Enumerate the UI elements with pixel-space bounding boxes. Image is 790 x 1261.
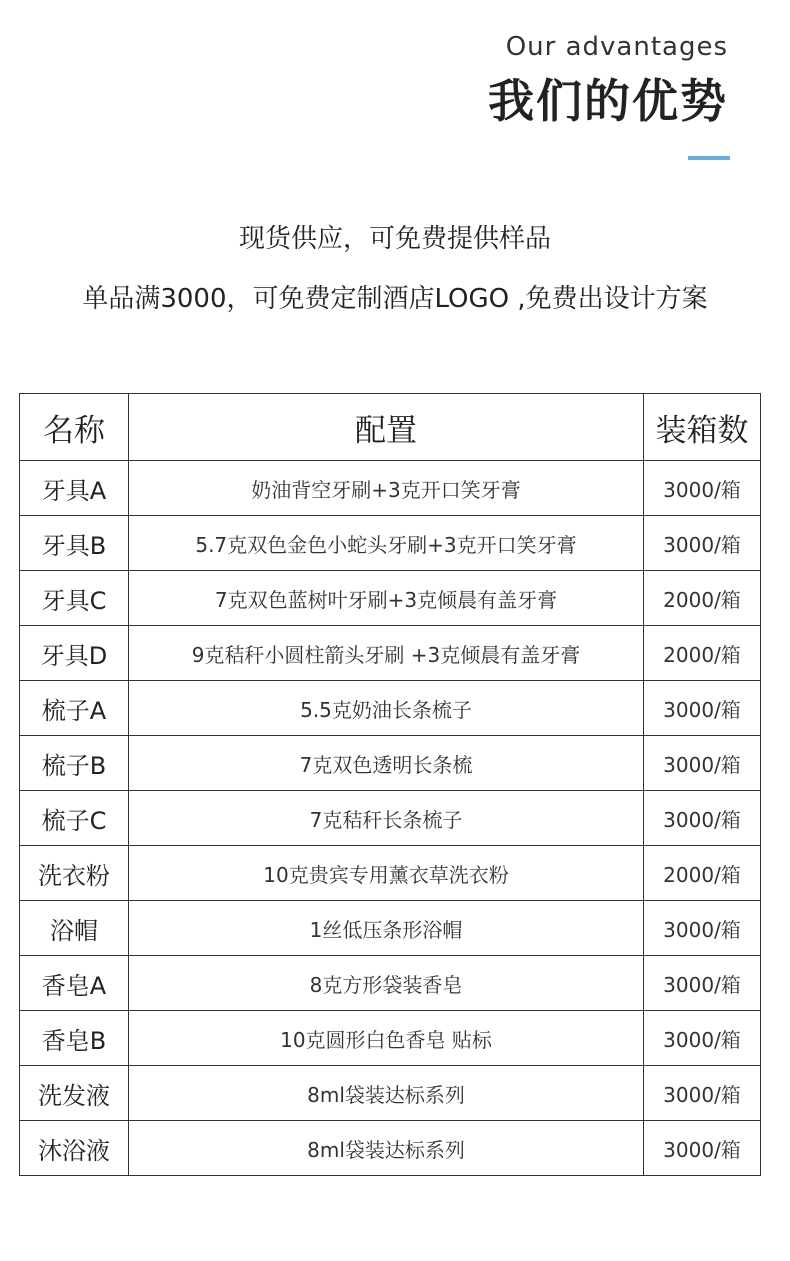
cell-config: 奶油背空牙刷+3克开口笑牙膏 xyxy=(129,461,644,516)
product-spec-table xyxy=(19,393,761,1176)
cell-config: 7克双色透明长条梳 xyxy=(129,736,644,791)
header-config: 配置 xyxy=(129,394,644,461)
table-row xyxy=(20,681,761,736)
cell-qty: 3000/箱 xyxy=(644,1121,761,1176)
title-accent-bar xyxy=(688,156,730,160)
table-row xyxy=(20,571,761,626)
cell-config: 8ml袋装达标系列 xyxy=(129,1121,644,1176)
cell-config: 7克秸秆长条梳子 xyxy=(129,791,644,846)
cell-qty: 3000/箱 xyxy=(644,461,761,516)
cell-name: 牙具A xyxy=(20,461,129,516)
cell-name: 洗衣粉 xyxy=(20,846,129,901)
cell-qty: 3000/箱 xyxy=(644,956,761,1011)
cell-name: 洗发液 xyxy=(20,1066,129,1121)
cell-qty: 3000/箱 xyxy=(644,1066,761,1121)
table-row xyxy=(20,516,761,571)
cell-name: 梳子A xyxy=(20,681,129,736)
cell-name: 沐浴液 xyxy=(20,1121,129,1176)
cell-name: 浴帽 xyxy=(20,901,129,956)
cell-name: 牙具B xyxy=(20,516,129,571)
table-row xyxy=(20,1011,761,1066)
cell-qty: 2000/箱 xyxy=(644,846,761,901)
cell-qty: 2000/箱 xyxy=(644,626,761,681)
header-qty: 装箱数 xyxy=(644,394,761,461)
cell-config: 8克方形袋装香皂 xyxy=(129,956,644,1011)
table-row xyxy=(20,791,761,846)
cell-config: 5.7克双色金色小蛇头牙刷+3克开口笑牙膏 xyxy=(129,516,644,571)
cell-qty: 2000/箱 xyxy=(644,571,761,626)
table-row xyxy=(20,626,761,681)
cell-config: 7克双色蓝树叶牙刷+3克倾晨有盖牙膏 xyxy=(129,571,644,626)
cell-name: 梳子B xyxy=(20,736,129,791)
cell-config: 10克贵宾专用薰衣草洗衣粉 xyxy=(129,846,644,901)
header-name: 名称 xyxy=(20,394,129,461)
table-row xyxy=(20,901,761,956)
table-row xyxy=(20,956,761,1011)
section-header xyxy=(488,30,728,130)
cell-qty: 3000/箱 xyxy=(644,516,761,571)
cell-name: 梳子C xyxy=(20,791,129,846)
cell-name: 牙具C xyxy=(20,571,129,626)
table-row xyxy=(20,1121,761,1176)
table-header-row xyxy=(20,394,761,461)
cell-qty: 3000/箱 xyxy=(644,681,761,736)
cell-config: 10克圆形白色香皂 贴标 xyxy=(129,1011,644,1066)
table-row xyxy=(20,846,761,901)
cell-qty: 3000/箱 xyxy=(644,1011,761,1066)
cell-qty: 3000/箱 xyxy=(644,736,761,791)
section-subtitle: Our advantages xyxy=(505,32,728,62)
cell-config: 5.5克奶油长条梳子 xyxy=(129,681,644,736)
cell-config: 1丝低压条形浴帽 xyxy=(129,901,644,956)
intro-line-1: 现货供应，可免费提供样品 xyxy=(238,224,551,254)
intro-line-2: 单品满3000，可免费定制酒店LOGO ,免费出设计方案 xyxy=(82,284,708,314)
cell-name: 香皂B xyxy=(20,1011,129,1066)
cell-config: 9克秸秆小圆柱箭头牙刷 +3克倾晨有盖牙膏 xyxy=(129,626,644,681)
cell-qty: 3000/箱 xyxy=(644,901,761,956)
cell-name: 牙具D xyxy=(20,626,129,681)
section-title: 我们的优势 xyxy=(488,74,728,128)
table-row xyxy=(20,736,761,791)
table-row xyxy=(20,461,761,516)
cell-name: 香皂A xyxy=(20,956,129,1011)
table-row xyxy=(20,1066,761,1121)
cell-config: 8ml袋装达标系列 xyxy=(129,1066,644,1121)
cell-qty: 3000/箱 xyxy=(644,791,761,846)
